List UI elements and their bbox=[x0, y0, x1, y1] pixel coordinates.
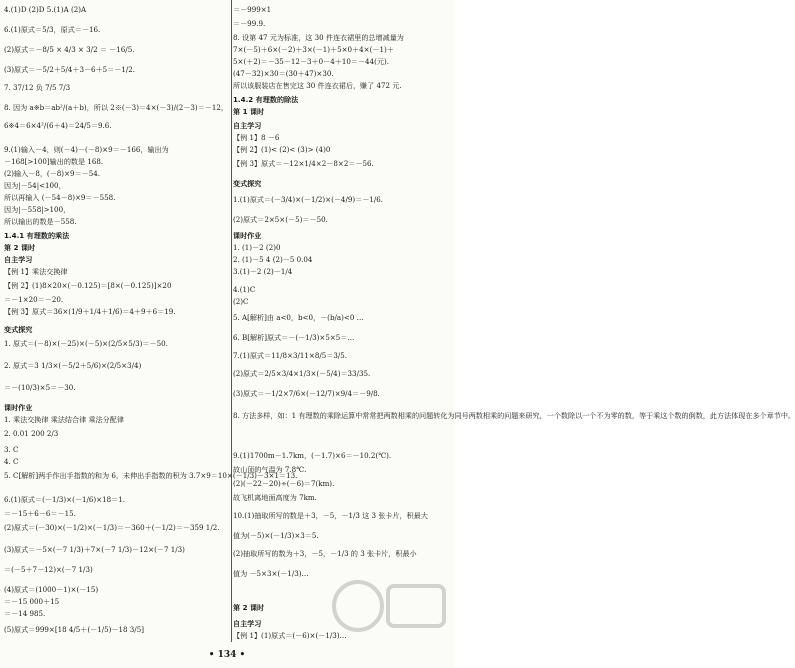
right-line: 自主学习 bbox=[233, 121, 262, 130]
left-line: 课时作业 bbox=[4, 403, 33, 412]
left-line: ＝－14 985. bbox=[4, 609, 46, 618]
left-line: 4. C bbox=[4, 457, 19, 466]
left-line: 2. 0.01 200 2/3 bbox=[4, 429, 59, 438]
left-line: (2)原式＝(－30)×(－1/2)×(－1/3)＝－360＋(－1/2)＝－359 1/2. bbox=[4, 523, 220, 532]
watermark-logo bbox=[330, 572, 450, 642]
right-line: (2)(－22－20)÷(－6)＝7(km). bbox=[233, 479, 335, 488]
right-line: (2)抽取所写的数为＋3，－5，－1/3 的 3 张卡片，积最小 bbox=[233, 549, 417, 558]
left-line: 9.(1)输入－4，则(－4)－(－8)×9＝－166，输出为 bbox=[4, 145, 169, 154]
left-line: 5. C[解析]两手作出手指数的和为 6，未伸出手指数的积为 3.7×9＝10×(－1/3)－3×1＝13. bbox=[4, 471, 298, 480]
right-line: 5×(＋2)＝－35－12－3＋0－4＋10＝－44(元). bbox=[233, 57, 389, 66]
left-line: (5)原式＝999×[18 4/5＋(－1/5)－18 3/5] bbox=[4, 625, 144, 634]
left-line: ＝(－5＋7－12)×(－7 1/3) bbox=[4, 565, 93, 574]
right-line: 【例 3】原式＝－12×1/4×2－8×2＝－56. bbox=[233, 159, 374, 168]
left-line: ＝－15 000＋15 bbox=[4, 597, 60, 606]
right-line: (47－32)×30＝(30＋47)×30. bbox=[233, 69, 334, 78]
left-line: 变式探究 bbox=[4, 325, 33, 334]
right-line: 5. A[解析]由 a<0，b<0，－(b/a)<0 … bbox=[233, 313, 364, 322]
column-divider bbox=[231, 0, 232, 642]
right-line: (2)C bbox=[233, 297, 249, 306]
right-line: 变式探究 bbox=[233, 179, 262, 188]
right-line: 【例 2】(1)< (2)< (3)> (4)0 bbox=[233, 145, 331, 154]
right-line: 1.(1)原式＝(－3/4)×(－1/2)×(－4/9)＝－1/6. bbox=[233, 195, 383, 204]
right-line: 【例 1】8 －6 bbox=[233, 133, 280, 142]
left-line: (4)原式＝(1000－1)×(－15) bbox=[4, 585, 99, 594]
left-line: 7. 37/12 负 7/5 7/3 bbox=[4, 83, 71, 92]
right-line: 【例 1】(1)原式＝(－6)×(－1/3)… bbox=[233, 631, 347, 640]
right-line: 10.(1)抽取所写的数是＋3，－5，－1/3 这 3 张卡片，积最大 bbox=[233, 511, 428, 520]
right-line: 4.(1)C bbox=[233, 285, 256, 294]
left-line: ＝－(10/3)×5＝－30. bbox=[4, 383, 76, 392]
right-line: 故飞机离地面高度为 7km. bbox=[233, 493, 317, 502]
right-line: (2)原式＝2×5×(－5)＝－50. bbox=[233, 215, 328, 224]
left-line: 6※4＝6×4²/(6＋4)＝24/5＝9.6. bbox=[4, 121, 112, 130]
left-line: 【例 1】乘法交换律 bbox=[4, 267, 68, 276]
left-line: 3. C bbox=[4, 445, 19, 454]
left-line: 【例 2】(1)8×20×(－0.125)＝[8×(－0.125)]×20 bbox=[4, 281, 172, 290]
right-line: (3)原式＝－1/2×7/6×(－12/7)×9/4＝－9/8. bbox=[233, 389, 380, 398]
right-line: 值为 －5×3×(－1/3)… bbox=[233, 569, 309, 578]
left-line: 6.(1)原式＝(－1/3)×(－1/6)×18＝1. bbox=[4, 495, 125, 504]
left-line: 自主学习 bbox=[4, 255, 33, 264]
left-line: 8. 因为 a※b＝ab²/(a＋b)，所以 2※(－3)＝4×(－3)/(2－3)＝－12， bbox=[4, 103, 229, 112]
left-line: 所以再输入 (－54－8)×9＝－558. bbox=[4, 193, 116, 202]
left-line: 【例 3】原式＝36×(1/9＋1/4＋1/6)＝4＋9＋6＝19. bbox=[4, 307, 176, 316]
left-line: 2. 原式＝3 1/3×(－5/2＋5/6)×(2/5×3/4) bbox=[4, 361, 142, 370]
right-line: 1. (1)－2 (2)0 bbox=[233, 243, 281, 252]
left-line: 第 2 课时 bbox=[4, 243, 36, 252]
left-line: (3)原式＝－5/2＋5/4＋3－6＋5＝－1/2. bbox=[4, 65, 136, 74]
left-line: 因为|－54|<100， bbox=[4, 181, 66, 190]
right-line: ＝－99.9. bbox=[233, 19, 266, 28]
right-line: 第 1 课时 bbox=[233, 107, 265, 116]
right-line: 故山顶的气温为 7.8℃. bbox=[233, 465, 307, 474]
left-line: (2)原式＝－8/5 × 4/3 × 3/2 ＝ －16/5. bbox=[4, 45, 135, 54]
left-line: 6.(1)原式＝5/3，原式＝－16. bbox=[4, 25, 101, 34]
right-line: 7.(1)原式＝11/8×3/11×8/5＝3/5. bbox=[233, 351, 348, 360]
right-line: 8. 设第 47 元为标准，这 30 件连衣裙里的总增减量为 bbox=[233, 33, 404, 42]
left-line: －168[>100]输出的数是 168. bbox=[4, 157, 104, 166]
right-line: 6. B[解析]原式＝－(－1/3)×5×5＝… bbox=[233, 333, 355, 342]
left-line: 1. 乘法交换律 乘法结合律 乘法分配律 bbox=[4, 415, 124, 424]
left-line: 4.(1)D (2)D 5.(1)A (2)A bbox=[4, 5, 87, 14]
right-line: 2. (1)－5 4 (2)－5 0.04 bbox=[233, 255, 313, 264]
left-line: (3)原式＝－5×(－7 1/3)＋7×(－7 1/3)－12×(－7 1/3) bbox=[4, 545, 185, 554]
right-line: 8. 方法多样，如：1 有理数的乘除运算中常常把两数相乘的问题转化为同号两数相乘的问题来研究，一个数除以一个不为零的数，等于乘这个数的倒数，此方法体现在多个章节中。 bbox=[233, 411, 795, 420]
right-line: ＝－999×1 bbox=[233, 5, 272, 14]
left-line: 1. 原式＝(－8)×(－25)×(－5)×(2/5×5/3)＝－50. bbox=[4, 339, 168, 348]
right-line: 值为(－5)×(－1/3)×3＝5. bbox=[233, 531, 319, 540]
left-line: ＝－15＋6－6＝－15. bbox=[4, 509, 76, 518]
right-line: 课时作业 bbox=[233, 231, 262, 240]
right-line: 第 2 课时 bbox=[233, 603, 265, 612]
right-line: 9.(1)1700m－1.7km，(－1.7)×6＝－10.2(℃). bbox=[233, 451, 392, 460]
right-line: 7×(－5)＋6×(－2)＋3×(－1)＋5×0＋4×(－1)＋ bbox=[233, 45, 394, 54]
left-line: 因为|－558|>100， bbox=[4, 205, 71, 214]
left-line: (2)输入－8，(－8)×9＝－54. bbox=[4, 169, 101, 178]
left-line: 1.4.1 有理数的乘法 bbox=[4, 231, 70, 240]
left-line: ＝－1×20＝－20. bbox=[4, 295, 64, 304]
right-line: 自主学习 bbox=[233, 619, 262, 628]
right-line: 3.(1)－2 (2)－1/4 bbox=[233, 267, 293, 276]
left-line: 所以输出的数是－558. bbox=[4, 217, 77, 226]
right-line: 1.4.2 有理数的除法 bbox=[233, 95, 299, 104]
right-line: (2)原式＝2/5×3/4×1/3×(－5/4)＝33/35. bbox=[233, 369, 371, 378]
right-line: 所以该服装店在售完这 30 件连衣裙后，赚了 472 元. bbox=[233, 81, 402, 90]
page-number: • 134 • bbox=[208, 650, 246, 660]
